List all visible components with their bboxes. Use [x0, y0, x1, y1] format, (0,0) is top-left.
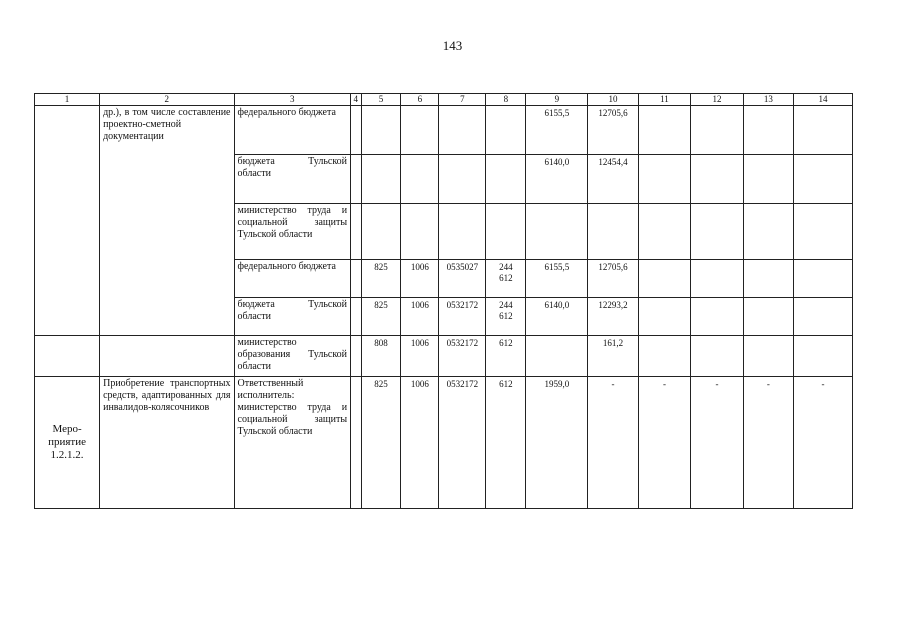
table-cell [794, 204, 853, 260]
table-cell [743, 336, 793, 377]
table-cell [743, 106, 793, 155]
value-cell: 12705,6 [588, 260, 638, 298]
table-cell [486, 204, 526, 260]
value-cell: - [588, 377, 638, 509]
table-cell: 825 [361, 260, 401, 298]
table-cell [351, 260, 362, 298]
table-cell [351, 336, 362, 377]
header-cell: 1 [35, 94, 100, 106]
table-row [35, 377, 853, 509]
funding-source: бюджета Тульской области [234, 155, 351, 204]
header-cell: 14 [794, 94, 853, 106]
value-cell: 161,2 [588, 336, 638, 377]
funding-source: федерального бюджета [234, 106, 351, 155]
value-cell: - [743, 377, 793, 509]
value-cell: 12454,4 [588, 155, 638, 204]
table-cell: 825 [361, 298, 401, 336]
table-cell [439, 106, 486, 155]
value-cell: 1959,0 [526, 377, 588, 509]
table-cell [794, 155, 853, 204]
value-cell: - [691, 377, 744, 509]
table-cell [351, 377, 362, 509]
table-cell [361, 204, 401, 260]
funding-source: федерального бюджета [234, 260, 351, 298]
table-cell [691, 155, 744, 204]
table-cell: 1006 [401, 260, 439, 298]
funding-source: бюджета Тульской области [234, 298, 351, 336]
table-cell [351, 298, 362, 336]
value-cell [588, 204, 638, 260]
table-cell [100, 336, 234, 377]
funding-source: министерство образования Тульской области [234, 336, 351, 377]
measure-number: Меро- приятие 1.2.1.2. [35, 377, 100, 509]
table-cell [691, 260, 744, 298]
header-cell: 4 [351, 94, 362, 106]
value-cell: 12705,6 [588, 106, 638, 155]
table-cell [743, 298, 793, 336]
table-row [35, 106, 853, 155]
measure-description: Приобретение транспортных средств, адаптированных для инвалидов-колясочников [100, 377, 234, 509]
table-cell: 1006 [401, 298, 439, 336]
table-cell [35, 106, 100, 336]
table-cell [638, 298, 691, 336]
table-cell [638, 260, 691, 298]
header-cell: 13 [743, 94, 793, 106]
table-cell: 612 [486, 377, 526, 509]
value-cell: 6140,0 [526, 298, 588, 336]
header-row [35, 94, 853, 106]
table-cell: 612 [486, 336, 526, 377]
table-cell [638, 106, 691, 155]
table-cell [638, 155, 691, 204]
table-cell: 808 [361, 336, 401, 377]
value-cell: 6140,0 [526, 155, 588, 204]
header-cell: 2 [100, 94, 234, 106]
table-cell [794, 260, 853, 298]
table-cell [486, 106, 526, 155]
table-cell: 0532172 [439, 377, 486, 509]
value-cell: - [794, 377, 853, 509]
table-cell [794, 298, 853, 336]
table-cell [794, 336, 853, 377]
table-cell: 1006 [401, 377, 439, 509]
table-cell [794, 106, 853, 155]
table-cell: 244 612 [486, 298, 526, 336]
header-cell: 5 [361, 94, 401, 106]
responsible-executor: Ответственный исполнитель: министерство труда и социальной защиты Тульской области [234, 377, 351, 509]
header-cell: 9 [526, 94, 588, 106]
table-cell [439, 204, 486, 260]
header-cell: 6 [401, 94, 439, 106]
page-number: 143 [442, 38, 463, 53]
table-cell [401, 204, 439, 260]
table-cell [486, 155, 526, 204]
value-cell [526, 204, 588, 260]
table-cell [361, 106, 401, 155]
value-cell: 6155,5 [526, 260, 588, 298]
header-cell: 7 [439, 94, 486, 106]
header-cell: 3 [234, 94, 351, 106]
table-cell [691, 106, 744, 155]
funding-source: министерство труда и социальной защиты Тульской области [234, 204, 351, 260]
budget-table [34, 93, 853, 509]
table-cell: 1006 [401, 336, 439, 377]
header-cell: 8 [486, 94, 526, 106]
header-cell: 10 [588, 94, 638, 106]
table-cell [691, 204, 744, 260]
table-cell [351, 204, 362, 260]
table-cell [691, 336, 744, 377]
table-cell: 244 612 [486, 260, 526, 298]
header-cell: 12 [691, 94, 744, 106]
table-cell: 0532172 [439, 298, 486, 336]
table-cell [691, 298, 744, 336]
table-cell [401, 155, 439, 204]
table-cell [401, 106, 439, 155]
table-cell: 0535027 [439, 260, 486, 298]
table-cell [351, 106, 362, 155]
value-cell: - [638, 377, 691, 509]
table-cell [743, 155, 793, 204]
table-cell: 825 [361, 377, 401, 509]
table-cell [351, 155, 362, 204]
header-cell: 11 [638, 94, 691, 106]
value-cell: 6155,5 [526, 106, 588, 155]
measure-description: др.), в том числе составление проектно-сметной документации [100, 106, 234, 336]
table-cell [638, 204, 691, 260]
table-cell [35, 336, 100, 377]
table-cell: 0532172 [439, 336, 486, 377]
value-cell [526, 336, 588, 377]
table-cell [743, 260, 793, 298]
value-cell: 12293,2 [588, 298, 638, 336]
table-cell [439, 155, 486, 204]
table-cell [743, 204, 793, 260]
table-cell [361, 155, 401, 204]
table-cell [638, 336, 691, 377]
table-row [35, 336, 853, 377]
